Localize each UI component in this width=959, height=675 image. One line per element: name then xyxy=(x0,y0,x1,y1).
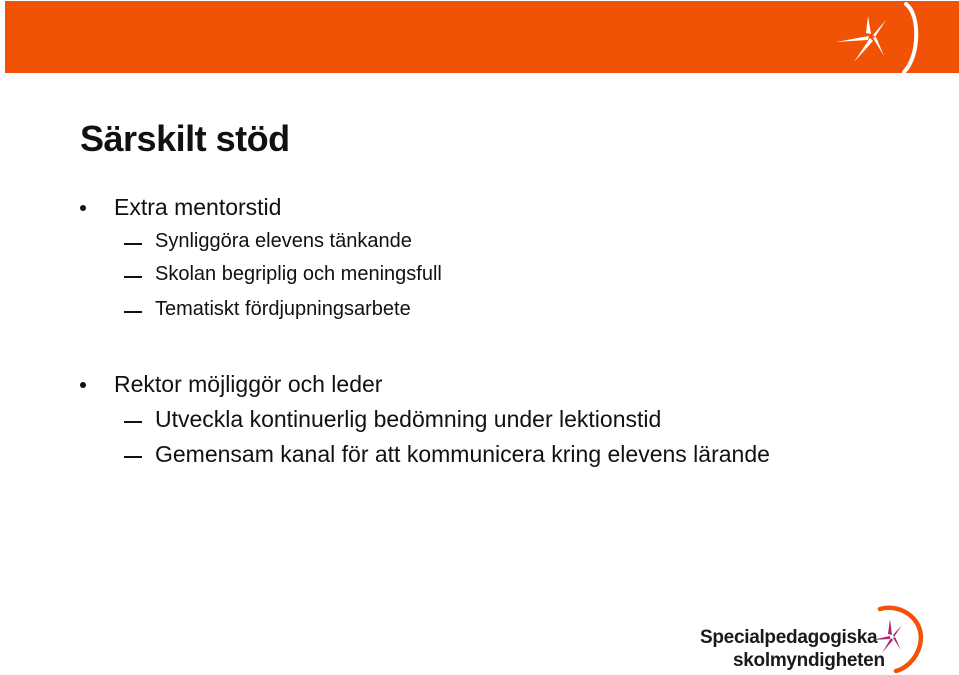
slide-title: Särskilt stöd xyxy=(80,118,290,159)
bullet-text: Rektor möjliggör och leder xyxy=(114,371,383,397)
dash-icon xyxy=(124,421,142,423)
dash-icon xyxy=(124,276,142,278)
sub-bullet-text: Utveckla kontinuerlig bedömning under lektionstid xyxy=(155,406,662,432)
bullet-text: Extra mentorstid xyxy=(114,194,282,220)
org-name-line1: Specialpedagogiska xyxy=(700,627,878,648)
dash-icon xyxy=(124,311,142,313)
bullet-dot-icon xyxy=(80,382,86,388)
sub-bullet-text: Synliggöra elevens tänkande xyxy=(155,230,412,252)
org-name-line2: skolmyndigheten xyxy=(733,650,885,671)
sub-bullet-text: Skolan begriplig och meningsfull xyxy=(155,263,442,285)
dash-icon xyxy=(124,456,142,458)
star-swoosh-icon xyxy=(870,605,930,675)
sub-bullet-text: Tematiskt fördjupningsarbete xyxy=(155,298,411,320)
dash-icon xyxy=(124,243,142,245)
organization-logo xyxy=(700,605,930,675)
bullet-dot-icon xyxy=(80,205,86,211)
sub-bullet-text: Gemensam kanal för att kommunicera kring elevens lärande xyxy=(155,441,770,467)
